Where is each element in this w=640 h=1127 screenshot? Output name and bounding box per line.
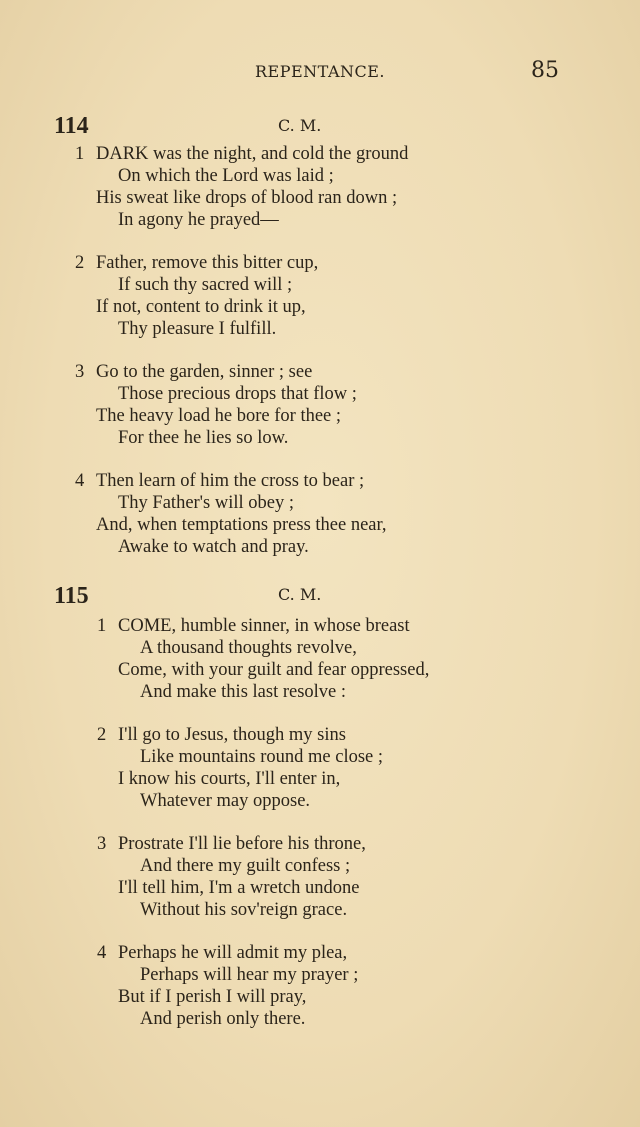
- verse-line: [75, 143, 409, 165]
- verse-text: But if I perish I will pray,: [118, 987, 307, 1007]
- verse-line: [97, 942, 358, 964]
- verse-text: Prostrate I'll lie before his throne,: [118, 834, 366, 854]
- verse-text: I'll tell him, I'm a wretch undone: [118, 878, 360, 898]
- verse-text: I'll go to Jesus, though my sins: [118, 725, 346, 745]
- stanza: [97, 833, 366, 921]
- verse-line: [118, 768, 383, 790]
- verse-line: [96, 187, 408, 209]
- verse-text: DARK was the night, and cold the ground: [96, 144, 409, 164]
- verse-text: Come, with your guilt and fear oppressed,: [118, 660, 430, 680]
- verse-text: And perish only there.: [140, 1009, 306, 1029]
- verse-text: If not, content to drink it up,: [96, 297, 306, 317]
- verse-line: [96, 405, 357, 427]
- stanza: [75, 252, 319, 340]
- verse-text: And, when temptations press thee near,: [96, 515, 387, 535]
- verse-line: [118, 790, 383, 812]
- verse-line: [118, 964, 358, 986]
- page-number: 85: [531, 58, 559, 83]
- verse-text: I know his courts, I'll enter in,: [118, 769, 341, 789]
- hymn-number: 114: [54, 113, 89, 139]
- verse-text: Perhaps he will admit my plea,: [118, 943, 348, 963]
- verse-line: [97, 615, 429, 637]
- verse-line: [118, 877, 366, 899]
- verse-line: [97, 724, 383, 746]
- verse-line: [118, 855, 366, 877]
- verse-text: Thy pleasure I fulfill.: [118, 319, 277, 339]
- verse-text: Father, remove this bitter cup,: [96, 253, 319, 273]
- verse-line: [118, 637, 429, 659]
- verse-text: Those precious drops that flow ;: [118, 384, 357, 404]
- verse-number: 1: [97, 616, 107, 636]
- stanza: [75, 143, 409, 231]
- verse-line: [96, 209, 408, 231]
- verse-text: Like mountains round me close ;: [140, 747, 384, 767]
- verse-text: On which the Lord was laid ;: [118, 166, 334, 186]
- verse-text: A thousand thoughts revolve,: [140, 638, 357, 658]
- verse-number: 1: [75, 144, 85, 164]
- verse-number: 2: [97, 725, 107, 745]
- verse-line: [96, 536, 387, 558]
- hymn-meter: C. M.: [278, 116, 322, 135]
- verse-text: COME, humble sinner, in whose breast: [118, 616, 410, 636]
- verse-text: For thee he lies so low.: [118, 428, 289, 448]
- verse-text: In agony he prayed—: [118, 210, 279, 230]
- verse-line: [96, 383, 357, 405]
- verse-text: Whatever may oppose.: [140, 791, 311, 811]
- verse-line: [118, 1008, 358, 1030]
- stanza: [97, 615, 430, 703]
- verse-number: 2: [75, 253, 85, 273]
- verse-text: And there my guilt confess ;: [140, 856, 351, 876]
- verse-number: 4: [75, 471, 85, 491]
- stanza: [75, 361, 357, 449]
- verse-number: 3: [75, 362, 85, 382]
- verse-line: [96, 427, 357, 449]
- verse-line: [118, 746, 383, 768]
- hymn-number: 115: [54, 583, 89, 609]
- verse-line: [75, 361, 357, 383]
- verse-line: [118, 681, 429, 703]
- verse-text: Perhaps will hear my prayer ;: [140, 965, 359, 985]
- verse-line: [75, 252, 319, 274]
- verse-line: [96, 492, 387, 514]
- verse-number: 3: [97, 834, 107, 854]
- verse-line: [75, 470, 387, 492]
- stanza: [97, 942, 359, 1030]
- verse-text: And make this last resolve :: [140, 682, 347, 702]
- verse-text: If such thy sacred will ;: [118, 275, 293, 295]
- verse-text: Thy Father's will obey ;: [118, 493, 294, 513]
- verse-line: [118, 659, 429, 681]
- verse-number: 4: [97, 943, 107, 963]
- verse-text: The heavy load he bore for thee ;: [96, 406, 342, 426]
- verse-line: [97, 833, 366, 855]
- verse-line: [118, 899, 366, 921]
- verse-text: Then learn of him the cross to bear ;: [96, 471, 365, 491]
- verse-line: [96, 165, 408, 187]
- verse-line: [96, 514, 387, 536]
- verse-text: Awake to watch and pray.: [118, 537, 309, 557]
- stanza: [97, 724, 384, 812]
- verse-line: [118, 986, 358, 1008]
- verse-line: [96, 296, 318, 318]
- verse-text: Without his sov'reign grace.: [140, 900, 348, 920]
- stanza: [75, 470, 387, 558]
- verse-line: [96, 318, 318, 340]
- verse-text: Go to the garden, sinner ; see: [96, 362, 313, 382]
- verse-line: [96, 274, 318, 296]
- running-header: REPENTANCE.: [254, 62, 386, 81]
- verse-text: His sweat like drops of blood ran down ;: [96, 188, 398, 208]
- hymn-meter: C. M.: [278, 585, 322, 604]
